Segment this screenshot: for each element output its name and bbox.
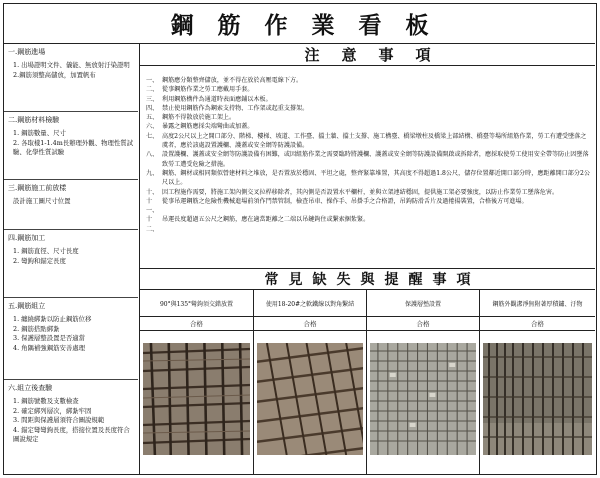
notice-text: 暴露之鋼筋應採尖端彎曲或加蓋。	[162, 123, 254, 131]
notice-text: 高度2公尺以上之開口部分、階梯、樓梯、坡道、工作臺、擋土牆、擋土支撐、施工構臺、橋梁墩柱及橋梁上部結構、橋臺等場所組筋作業，勞工有遭受墜落之虞者，應於該處設置護欄、護蓋或安全網等防護設備。	[162, 132, 587, 150]
notice-text: 鋼筋應分類整齊儲放，並不得在放於高壓電線下方。	[162, 77, 303, 84]
defect-result: 合格	[367, 317, 479, 331]
notice-number: 三、	[146, 95, 159, 103]
section-item: 2. 彎鉤和錨定長度	[13, 256, 66, 265]
notice-number: 七、	[146, 132, 159, 140]
rebar-work-board	[3, 3, 597, 475]
notice-text: 利用鋼筋構件為通道時表面應鋪以木板。	[162, 95, 272, 103]
section-item: 2. 各取樣1-1.4m長辦理外觀、物理性質試驗、化學性質試驗	[13, 138, 134, 157]
defect-result: 合格	[254, 317, 366, 331]
section-item: 4. 角隅補強鋼筋安善處理	[13, 343, 86, 352]
notice-number: 六、	[146, 123, 159, 131]
notice-item	[140, 85, 595, 94]
section-item: 3. 間距與保護層須符合圖說規範	[13, 416, 105, 425]
sidebar-section	[4, 298, 138, 380]
sidebar-section	[4, 112, 138, 180]
defect-caption: 保護層墊設置	[367, 290, 479, 317]
notice-item	[140, 76, 595, 85]
sidebar-section	[4, 230, 138, 298]
notice-item	[140, 188, 595, 197]
section-heading: 四.鋼筋加工	[8, 234, 46, 242]
notice-heading: 注意事項	[304, 46, 453, 64]
notice-text: 鋼筋、鋼材或相同類似營建材料之堆放，是否置放於穩固、平坦之處，整齊緊靠堆置，其高度不得超過1.8公尺，儲存位置鄰近開口部分時，應距離開口部分2公尺以上。	[162, 169, 590, 187]
common-defects-heading-row	[140, 268, 595, 290]
section-heading: 六.組立後查驗	[8, 384, 53, 392]
section-item: 2. 鋼筋搭點綁紮	[13, 324, 60, 333]
defects-table	[140, 290, 595, 474]
section-item: 4. 錨定彎彎鉤長度，搭接位置及長度符合圖說規定	[13, 425, 130, 444]
notice-text: 設置護欄、護蓋或安全網等防護設備有困難，或因組筋作業之需要臨時將護欄、護蓋或安全網等防護設備開啟或拆除者，應採取使勞工使用安全帶等防止因墜落致勞工遭受危險之措施。	[162, 151, 589, 168]
defect-caption: 90°與135°彎鉤須交錯放置	[140, 290, 253, 317]
board-title-row	[4, 4, 595, 44]
notice-item	[140, 150, 595, 169]
tie-wire-photo	[257, 343, 363, 455]
notice-text: 從事鋼筋作業之勞工應戴用手套。	[162, 86, 254, 94]
section-item: 1. 纏繞綁紮以防止鋼筋位移	[13, 315, 92, 323]
notice-text: 鋼筋不得散放於施工架上。	[162, 114, 236, 122]
board-title: 鋼筋作業看板	[170, 12, 453, 39]
section-item: 2. 確定綁列層次，綁紮牢固	[13, 406, 92, 415]
defect-result: 合格	[480, 317, 595, 331]
section-item: 1. 鋼筋數量、尺寸	[13, 129, 66, 137]
notice-item	[140, 197, 595, 216]
defect-result: 合格	[140, 317, 253, 331]
section-heading: 一.鋼筋進場	[8, 48, 46, 56]
notice-item	[140, 169, 595, 188]
notice-number: 五、	[146, 114, 159, 122]
notice-panel	[140, 44, 595, 474]
section-item: 1. 鋼筋直徑、尺寸長度	[13, 247, 79, 255]
section-item: 1. 出場證明文件、儀能、無放射汙染證明	[13, 61, 130, 69]
section-item: 3. 保護層整設置是否適當	[13, 334, 86, 343]
notice-number: 十一、	[146, 197, 159, 215]
notice-number: 十二、	[146, 216, 159, 233]
notice-item	[140, 132, 595, 151]
notice-item	[140, 215, 595, 234]
section-heading: 二.鋼筋材料檢驗	[8, 116, 60, 124]
defect-caption: 鋼筋外觀潔淨無附著厚積鏽、汙物	[480, 290, 595, 317]
clean-rebar-photo	[483, 343, 592, 455]
notice-item	[140, 113, 595, 122]
notice-item	[140, 122, 595, 131]
rebar-hooks-photo	[143, 343, 250, 455]
notice-list	[140, 76, 595, 234]
section-item: 設計施工圖尺寸位置	[13, 197, 71, 205]
notice-text: 禁止使用鋼筋作為鋼索支持物、工作架或起重支撐架。	[162, 104, 309, 112]
notice-heading-row	[140, 44, 595, 66]
notice-number: 八、	[146, 151, 159, 159]
notice-number: 二、	[146, 86, 159, 94]
section-heading: 三.鋼筋施工前放樣	[8, 184, 67, 192]
notice-item	[140, 104, 595, 113]
defect-column	[254, 290, 367, 474]
sidebar-section	[4, 380, 138, 474]
notice-number: 九、	[146, 169, 159, 177]
notice-text: 吊運長度超過五公尺之鋼筋，應在適當距離之二端以吊鏈鉤住或繫索捆紮緊。	[162, 216, 370, 224]
notice-number: 十、	[146, 188, 159, 196]
section-heading: 五.鋼筋組立	[8, 302, 46, 310]
common-defects-heading: 常見缺失與提醒事項	[264, 272, 481, 288]
notice-number: 一、	[146, 77, 159, 84]
inspection-sidebar	[4, 44, 140, 474]
sidebar-section	[4, 180, 138, 230]
notice-number: 四、	[146, 104, 159, 112]
sidebar-section	[4, 44, 138, 112]
notice-item	[140, 95, 595, 104]
cover-spacer-photo	[370, 343, 476, 455]
defect-column	[140, 290, 254, 474]
defect-column	[367, 290, 480, 474]
section-item: 1. 鋼筋號數及支數檢查	[13, 397, 79, 405]
defect-column	[480, 290, 595, 474]
notice-text: 因工程施作需要，將施工架內側交叉拉桿移除者，其內側是否設置水平欄杆，並與立架連結穩固，提供施工架必要強度，以防止作業勞工墜落危害。	[162, 188, 559, 196]
notice-text: 從事吊運鋼筋之危險性機械進場前須作門禁管制，檢查吊車、操作手、吊掛手之合格證，吊鉤防滑舌片及過捲揚裝置，合格後方可進場。	[162, 197, 528, 205]
section-item: 2.鋼筋須整高儲放，加置帆布	[13, 70, 96, 79]
defect-caption: 使用18-20#之軟鐵線以對角繫結	[254, 290, 366, 317]
